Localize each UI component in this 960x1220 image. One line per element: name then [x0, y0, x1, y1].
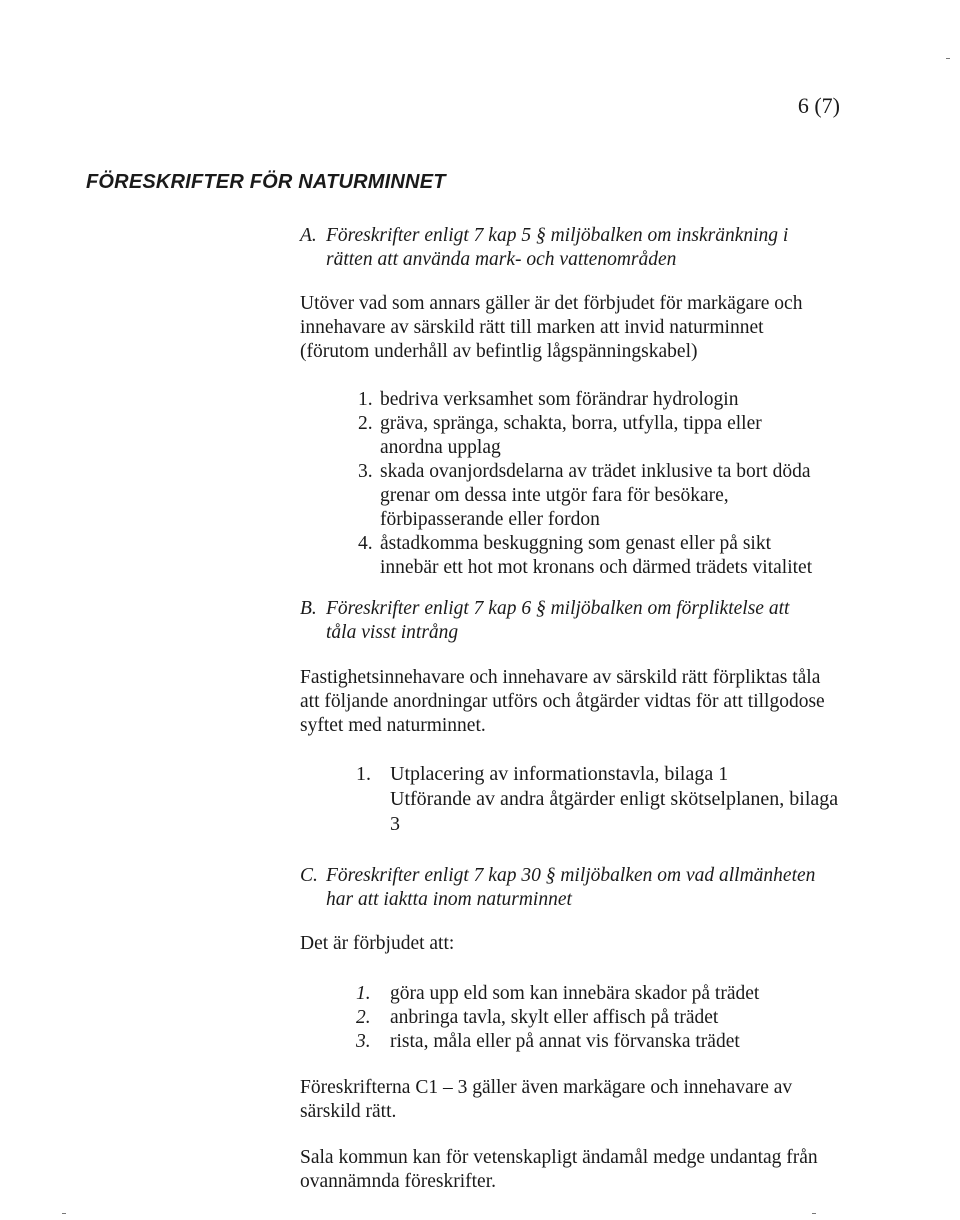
section-b-heading [300, 597, 860, 645]
list-item-text: bedriva verksamhet som förändrar hydrologin [380, 389, 739, 410]
section-a-intro-line-2: innehavare av särskild rätt till marken att invid naturminnet [300, 317, 764, 338]
section-c-list [356, 982, 856, 1054]
list-item [358, 532, 858, 580]
list-item-number: 1. [356, 763, 371, 785]
section-c-note-line-1: Föreskrifterna C1 – 3 gäller även markägare och innehavare av [300, 1077, 793, 1098]
list-item-text: skada ovanjordsdelarna av trädet inklusive ta bort döda [380, 461, 811, 482]
list-item-text: Utplacering av informationstavla, bilaga 1 [390, 763, 729, 785]
list-item [358, 388, 858, 412]
list-item [358, 412, 858, 460]
list-item-number: 1. [358, 389, 373, 410]
section-a-heading [300, 224, 860, 272]
closing-line-1: Sala kommun kan för vetenskapligt ändamål medge undantag från [300, 1147, 818, 1168]
section-a-heading-line-1: Föreskrifter enligt 7 kap 5 § miljöbalken om inskränkning i [326, 225, 789, 246]
section-c-letter: C. [300, 865, 318, 886]
list-item-text: göra upp eld som kan innebära skador på trädet [390, 983, 760, 1004]
list-item-text: gräva, spränga, schakta, borra, utfylla, tippa eller [380, 413, 762, 434]
section-c-heading-line-2: har att iaktta inom naturminnet [326, 889, 572, 910]
section-c-note [300, 1076, 860, 1124]
list-item-text: grenar om dessa inte utgör fara för besökare, [380, 485, 729, 506]
section-b-letter: B. [300, 598, 317, 619]
list-item-number: 2. [358, 413, 373, 434]
scan-speck [946, 58, 950, 59]
section-b-intro-line-2: att följande anordningar utförs och åtgärder vidtas för att tillgodose [300, 691, 825, 712]
section-b-heading-line-2: tåla visst intrång [326, 622, 459, 643]
list-item [358, 460, 858, 532]
section-a-intro-line-3: (förutom underhåll av befintlig lågspänningskabel) [300, 341, 698, 362]
page-title: FÖRESKRIFTER FÖR NATURMINNET [86, 171, 446, 193]
list-item [356, 982, 856, 1006]
section-b-intro-line-3: syftet med naturminnet. [300, 715, 486, 736]
closing-line-2: ovannämnda föreskrifter. [300, 1171, 497, 1192]
section-c-heading [300, 864, 860, 912]
list-item [356, 1030, 856, 1054]
list-item-text: förbipasserande eller fordon [380, 509, 600, 530]
list-item-number: 3. [356, 1031, 371, 1052]
section-b-list [356, 762, 856, 837]
section-b-heading-line-1: Föreskrifter enligt 7 kap 6 § miljöbalken om förpliktelse att [326, 598, 790, 619]
section-c-note-line-2: särskild rätt. [300, 1101, 397, 1122]
list-item-text: anbringa tavla, skylt eller affisch på trädet [390, 1007, 719, 1028]
list-item-text: rista, måla eller på annat vis förvanska trädet [390, 1031, 740, 1052]
page-number: 6 (7) [797, 93, 840, 118]
section-b-intro-line-1: Fastighetsinnehavare och innehavare av särskild rätt förpliktas tåla [300, 667, 821, 688]
list-item [356, 1006, 856, 1030]
section-a-intro-line-1: Utöver vad som annars gäller är det förbjudet för markägare och [300, 293, 803, 314]
section-c-heading-line-1: Föreskrifter enligt 7 kap 30 § miljöbalken om vad allmänheten [326, 865, 816, 886]
list-item-text: anordna upplag [380, 437, 501, 458]
section-a-heading-line-2: rätten att använda mark- och vattenområden [326, 249, 677, 270]
section-a-intro [300, 292, 860, 364]
section-a-letter: A. [300, 225, 317, 246]
list-item-number: 3. [358, 461, 373, 482]
section-b-intro [300, 666, 860, 738]
closing-paragraph [300, 1146, 860, 1194]
section-c-intro: Det är förbjudet att: [300, 933, 455, 954]
list-item-number: 4. [358, 533, 373, 554]
list-item-text: åstadkomma beskuggning som genast eller på sikt [380, 533, 772, 554]
list-item-text: innebär ett hot mot kronans och därmed trädets vitalitet [380, 557, 813, 578]
section-a-list [358, 388, 858, 580]
scan-speck [62, 1213, 66, 1214]
list-item-number: 2. [356, 1007, 371, 1028]
list-item-text: Utförande av andra åtgärder enligt skötselplanen, bilaga [390, 788, 839, 810]
list-item-text: 3 [390, 813, 400, 835]
scan-speck [812, 1213, 816, 1214]
list-item-number: 1. [356, 983, 371, 1004]
